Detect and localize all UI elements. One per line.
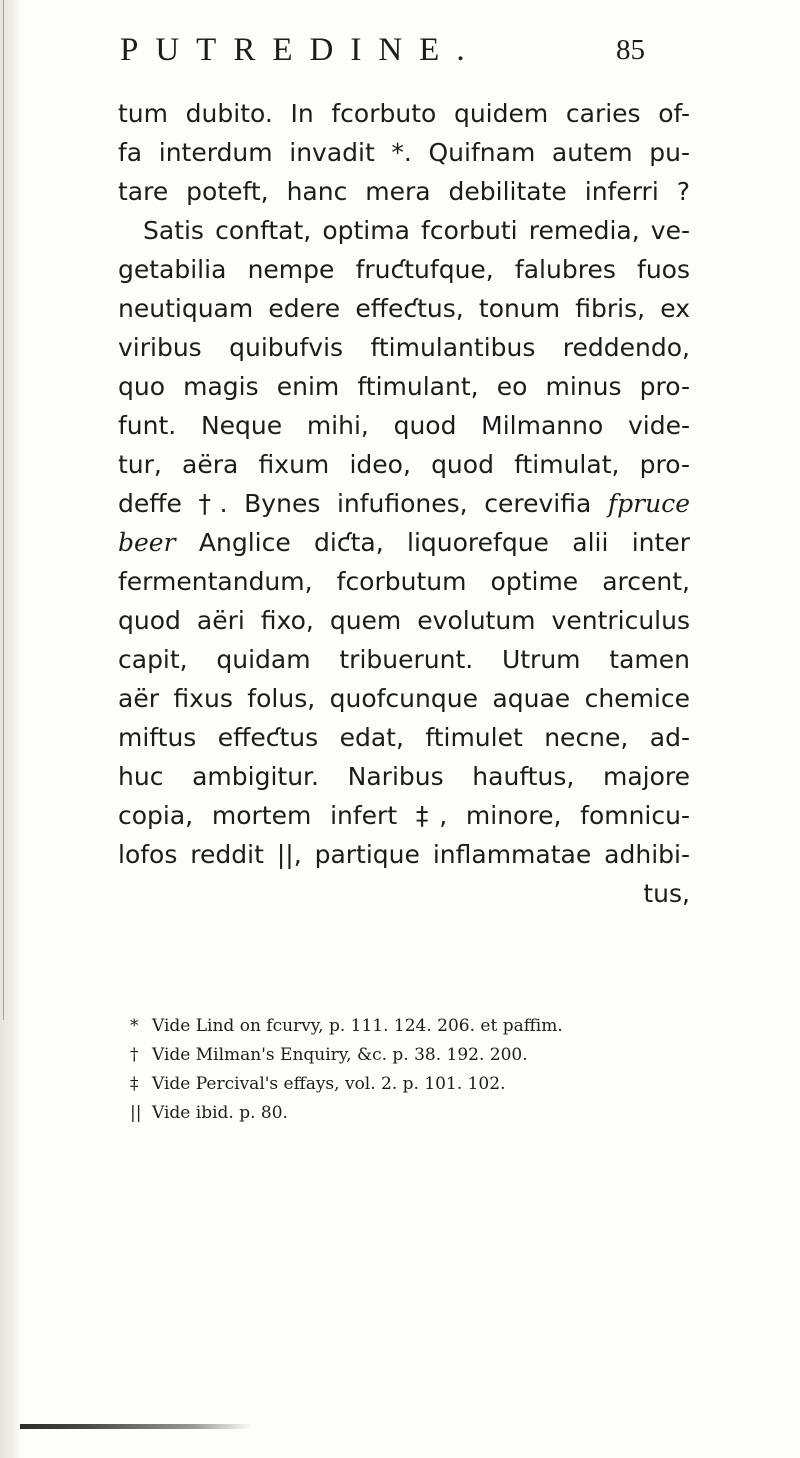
footnote-text: Vide Milman's Enquiry, &c. p. 38. 192. 200.: [152, 1045, 528, 1065]
page-edge-smudge: [20, 1424, 252, 1429]
footnote: [130, 1041, 690, 1070]
text-line-part: deffe †. Bynes infufiones, cerevifia: [118, 489, 592, 518]
text-line: quod aëri fixo, quem evolutum ventriculus: [118, 606, 690, 635]
text-line: tare poteft, hanc mera debilitate inferri ?: [118, 177, 690, 206]
footnote-mark: ‡: [130, 1074, 139, 1094]
footnote-text: Vide Percival's effays, vol. 2. p. 101. 102.: [152, 1074, 506, 1094]
text-line: miftus effeƈtus edat, ftimulet necne, ad-: [118, 723, 690, 752]
text-line: tum dubito. In fcorbuto quidem caries of-: [118, 99, 690, 128]
italic-phrase-end: beer: [118, 528, 176, 557]
text-line: viribus quibufvis ftimulantibus reddendo,: [118, 333, 690, 362]
text-line: funt. Neque mihi, quod Milmanno vide-: [118, 411, 690, 440]
text-line: copia, mortem infert ‡, minore, fomnicu-: [118, 801, 690, 830]
text-line: aër fixus folus, quofcunque aquae chemice: [118, 684, 690, 713]
footnote-mark: †: [130, 1045, 139, 1065]
text-line: huc ambigitur. Naribus hauftus, majore: [118, 762, 690, 791]
footnote-text: Vide ibid. p. 80.: [152, 1103, 288, 1123]
footnote: [130, 1070, 690, 1099]
footnote-text: Vide Lind on fcurvy, p. 111. 124. 206. et paffim.: [152, 1016, 563, 1036]
text-line: capit, quidam tribuerunt. Utrum tamen: [118, 645, 690, 674]
text-line-part: Anglice diƈta, liquorefque alii inter: [198, 528, 690, 557]
running-head: [120, 28, 645, 72]
text-line: fa interdum invadit *. Quifnam autem pu-: [118, 138, 690, 167]
text-line: quo magis enim ftimulant, eo minus pro-: [118, 372, 690, 401]
footnote: [130, 1012, 690, 1041]
catchword: tus,: [643, 879, 690, 908]
footnote: [130, 1099, 690, 1128]
text-line: neutiquam edere effeƈtus, tonum fibris, ex: [118, 294, 690, 323]
running-title: PUTREDINE.: [120, 32, 482, 68]
page-number: 85: [616, 34, 645, 66]
main-text: [118, 94, 690, 913]
text-line: Satis conftat, optima fcorbuti remedia, ve-: [143, 216, 690, 245]
text-line: lofos reddit ||, partique inflammatae adhibi-: [118, 840, 690, 869]
italic-phrase-start: fpruce: [607, 489, 690, 518]
footnotes: [130, 1012, 690, 1128]
text-line: tur, aëra fixum ideo, quod ftimulat, pro-: [118, 450, 690, 479]
text-line-with-italic: [118, 484, 690, 523]
footnote-mark: ||: [130, 1103, 142, 1123]
text-line-with-italic: [118, 523, 690, 562]
text-line: getabilia nempe fruƈtufque, falubres fuos: [118, 255, 690, 284]
footnote-mark: *: [130, 1016, 139, 1036]
gutter-edge-line: [3, 0, 4, 1020]
text-line: fermentandum, fcorbutum optime arcent,: [118, 567, 690, 596]
